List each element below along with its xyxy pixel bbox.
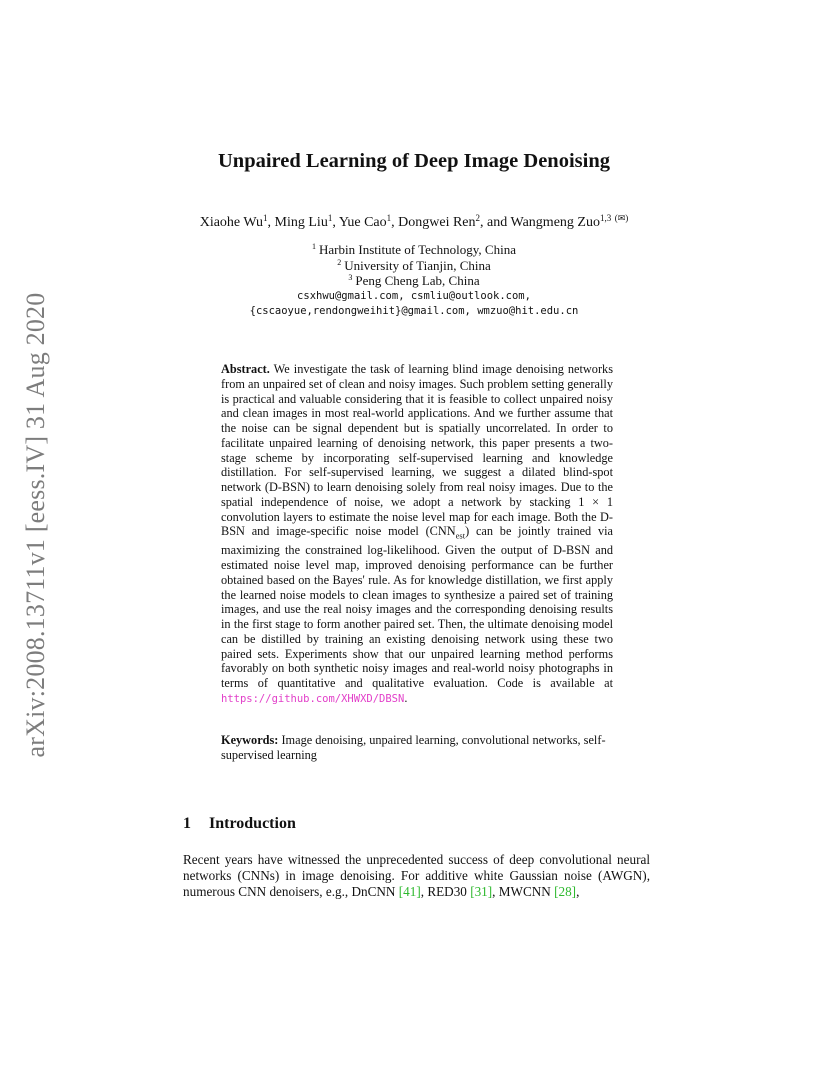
affiliation-text: Harbin Institute of Technology, China [319, 242, 516, 257]
email-line: {cscaoyue,rendongweihit}@gmail.com, wmzuo@hit.edu.cn [249, 305, 579, 317]
code-link[interactable]: https://github.com/XHWXD/DBSN [221, 692, 405, 705]
abstract [221, 362, 613, 707]
abstract-end: . [404, 690, 408, 705]
affiliation-text: Peng Cheng Lab, China [355, 273, 480, 288]
affiliation-text: University of Tianjin, China [344, 258, 491, 273]
author-affiliation-mark: 2 [475, 213, 481, 223]
section-title: Introduction [209, 815, 296, 832]
affiliation-mark: 2 [337, 258, 342, 267]
abstract-label: Abstract. [221, 362, 270, 376]
citation-link[interactable]: [41] [398, 884, 421, 899]
author-name: Dongwei Ren [398, 215, 476, 230]
affiliation [0, 258, 828, 274]
paper-title: Unpaired Learning of Deep Image Denoising [218, 150, 610, 172]
keywords-text: Image denoising, unpaired learning, convolutional networks, self-supervised learning [221, 733, 606, 762]
section-number: 1 [183, 815, 191, 832]
arxiv-identifier: arXiv:2008.13711v1 [eess.IV] 31 Aug 2020 [21, 292, 50, 758]
section-heading [183, 815, 296, 833]
abstract-text: We investigate the task of learning blind image denoising networks from an unpaired set of clean and noisy images. Such problem setting generally is practical and valuable considering that it is feasible to collect unpaired noisy and clean images in most real-world applications. And we further assume that the noise can be signal dependent but is spatially uncorrelated. In order to facilitate unpaired learning of denoising network, this paper presents a two-stage scheme by incorporating self-supervised learning and knowledge distillation. For self-supervised learning, we suggest a dilated blind-spot network (D-BSN) to learn denoising solely from real noisy images. Due to the spatial independence of noise, we adopt a network by stacking 1 × 1 convolution layers to estimate the noise level map for each image. Both the D-BSN and image-specific noise model (CNN [221, 362, 613, 539]
author-affiliation-mark: 1 [263, 213, 268, 223]
author-separator: , [391, 215, 399, 230]
abstract-text-cont: ) can be jointly trained via maximizing the constrained log-likelihood. Given the output of D-BSN and estimated noise level map, improved denoising performance can be further obtained based on the Bayes' rule. As for knowledge distillation, we first apply the learned noise models to clean images to synthesize a paired set of training images, and use the real noisy images and the corresponding denoising results in the first stage to form another paired set. Then, the ultimate denoising model can be distilled by training an existing denoising network using these two paired sets. Experiments show that our unpaired learning method performs favorably on both synthetic noisy images and real-world noisy photographs in terms of quantitative and qualitative evaluation. Code is available at [221, 524, 613, 691]
affiliation-mark: 3 [348, 273, 353, 282]
intro-text: , RED30 [420, 884, 471, 899]
affiliation-mark: 1 [312, 242, 317, 251]
author-affiliation-mark: 1 [386, 213, 392, 223]
affiliation [0, 273, 828, 289]
affiliation [0, 242, 828, 258]
author-list [0, 213, 828, 231]
citation-link[interactable]: [31] [470, 884, 493, 899]
citation-link[interactable]: [28] [554, 884, 577, 899]
corresponding-author-mark: (✉) [614, 213, 629, 223]
intro-text: Recent years have witnessed the unprecedented success of deep convolutional neural networks (CNNs) in image denoising. For additive white Gaussian noise (AWGN), numerous CNN denoisers, e.g., DnCNN [183, 852, 650, 899]
author-separator: , and [480, 215, 511, 230]
abstract-subscript: est [455, 530, 466, 541]
intro-text: , MWCNN [492, 884, 555, 899]
intro-paragraph [183, 852, 650, 900]
author-separator: , [267, 215, 275, 230]
author-affiliation-mark: 1,3 [599, 213, 612, 223]
author-name: Yue Cao [338, 215, 387, 230]
author-name: Wangmeng Zuo [510, 215, 600, 230]
keywords-label: Keywords: [221, 733, 279, 747]
intro-text: , [576, 884, 580, 899]
author-name: Ming Liu [274, 215, 328, 230]
email-line: csxhwu@gmail.com, csmliu@outlook.com, [297, 290, 531, 302]
author-affiliation-mark: 1 [327, 213, 333, 223]
keywords [221, 733, 613, 763]
author-separator: , [332, 215, 339, 230]
author-name: Xiaohe Wu [199, 215, 264, 230]
